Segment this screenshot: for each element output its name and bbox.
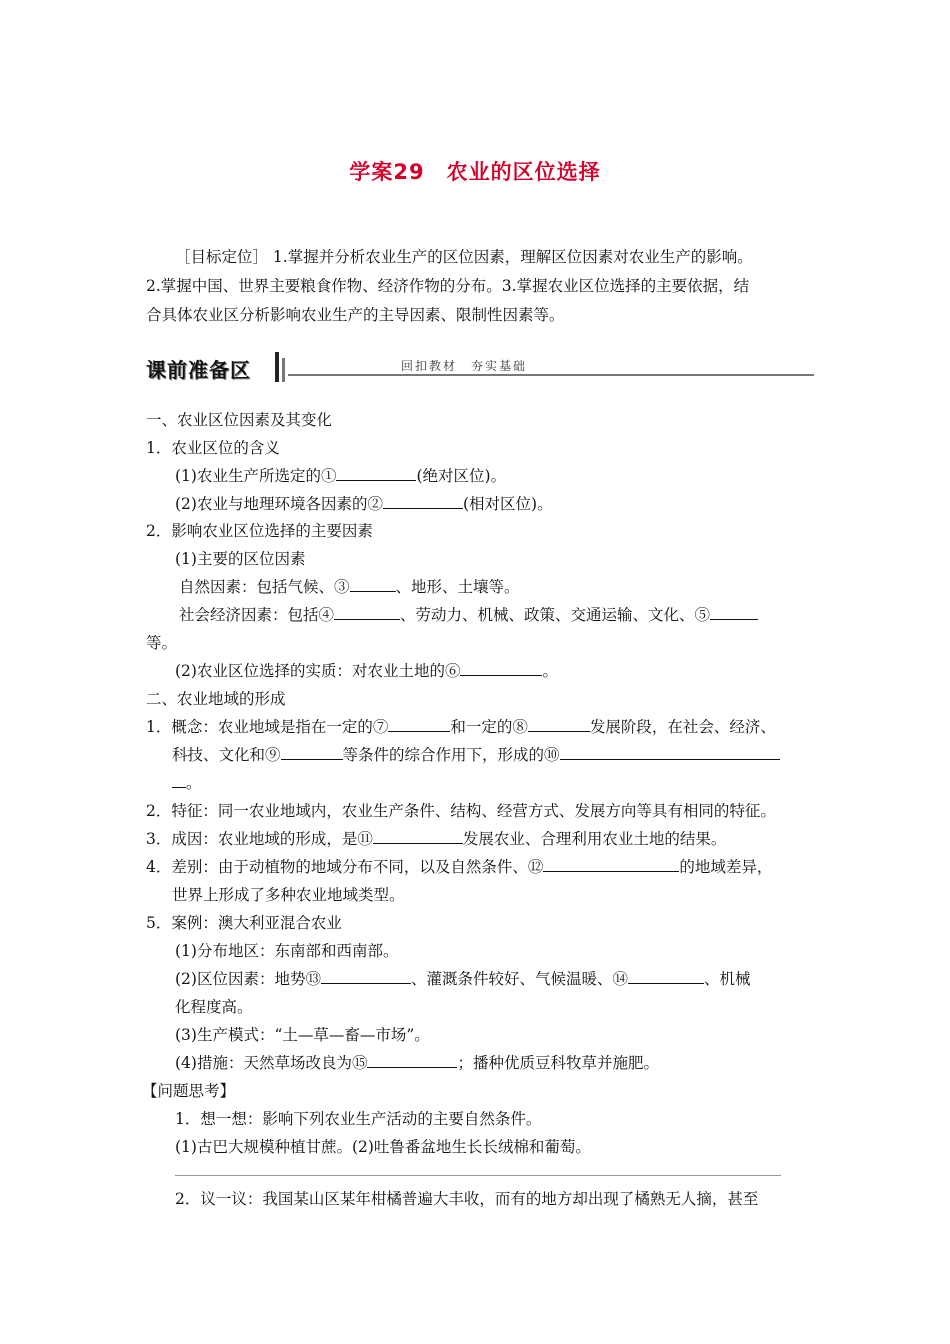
banner-bar-secondary xyxy=(282,358,285,382)
banner-subtitle: 回扣教材 夯实基础 xyxy=(401,359,528,373)
banner-tag: 课前准备区 xyxy=(146,358,251,382)
case-mode: (3)生产模式：“土—草—畜—市场”。 xyxy=(175,1026,430,1044)
item-1-2a: (1)主要的区位因素 xyxy=(175,550,306,568)
blank-6[interactable] xyxy=(460,657,542,676)
item-1-1b: (2)农业与地理环境各因素的② (相对区位)。 xyxy=(175,490,845,518)
section-banner xyxy=(146,352,814,384)
difference-line: 4．差别：由于动植物的地域分布不同，以及自然条件、⑫ 的地域差异， xyxy=(146,853,816,881)
answer-line[interactable] xyxy=(175,1175,781,1176)
banner-bar xyxy=(275,352,279,382)
social-factors: 社会经济因素：包括④ 、劳动力、机械、政策、交通运输、文化、⑤ xyxy=(179,601,849,629)
case-factors: (2)区位因素：地势⑬ 、灌溉条件较好、气候温暖、⑭ 、机械 xyxy=(175,965,845,993)
section-heading-2: 二、农业地域的形成 xyxy=(146,690,286,708)
blank-1[interactable] xyxy=(336,462,416,481)
case-distribution: (1)分布地区：东南部和西南部。 xyxy=(175,942,399,960)
question-2: 2．议一议：我国某山区某年柑橘普遍大丰收，而有的地方却出现了橘熟无人摘，甚至 xyxy=(175,1190,759,1208)
item-1-1a: (1)农业生产所选定的① (绝对区位)。 xyxy=(175,462,845,490)
blank-12[interactable] xyxy=(543,853,679,872)
title-number: 学案29 xyxy=(349,160,425,184)
page-title xyxy=(0,156,950,186)
feature-line: 2．特征：同一农业地域内，农业生产条件、结构、经营方式、发展方向等具有相同的特征。 xyxy=(146,802,776,820)
question-heading: 【问题思考】 xyxy=(142,1082,236,1100)
blank-7[interactable] xyxy=(388,713,450,732)
blank-15[interactable] xyxy=(367,1049,457,1068)
item-1-2: 2．影响农业区位选择的主要因素 xyxy=(146,522,373,540)
social-factors-end: 等。 xyxy=(146,634,178,652)
concept-line-2: 科技、文化和⑨ 等条件的综合作用下，形成的⑩ xyxy=(172,741,842,769)
blank-8[interactable] xyxy=(528,713,590,732)
concept-line-3: 。 xyxy=(172,769,842,797)
blank-3[interactable] xyxy=(350,573,396,592)
blank-11[interactable] xyxy=(373,825,463,844)
blank-9[interactable] xyxy=(281,741,343,760)
item-1-2b: (2)农业区位选择的实质：对农业土地的⑥ 。 xyxy=(175,657,845,685)
banner-rule xyxy=(288,374,814,376)
case-factors-2: 化程度高。 xyxy=(175,998,253,1016)
blank-13[interactable] xyxy=(321,965,411,984)
case-measures: (4)措施：天然草场改良为⑮ ；播种优质豆科牧草并施肥。 xyxy=(175,1049,845,1077)
difference-line-2: 世界上形成了多种农业地域类型。 xyxy=(172,886,405,904)
section-heading-1: 一、农业区位因素及其变化 xyxy=(146,411,333,429)
blank-14[interactable] xyxy=(628,965,704,984)
item-1-1: 1．农业区位的含义 xyxy=(146,439,280,457)
goals-line-3: 合具体农业区分析影响农业生产的主导因素、限制性因素等。 xyxy=(146,306,565,324)
title-text: 农业的区位选择 xyxy=(446,160,601,184)
blank-5[interactable] xyxy=(710,601,758,620)
question-1a: (1)古巴大规模种植甘蔗。(2)吐鲁番盆地生长长绒棉和葡萄。 xyxy=(175,1138,591,1156)
goals-line-2: 2.掌握中国、世界主要粮食作物、经济作物的分布。3.掌握农业区位选择的主要依据，结 xyxy=(146,277,750,295)
case-line: 5．案例：澳大利亚混合农业 xyxy=(146,914,342,932)
blank-10[interactable] xyxy=(560,741,780,760)
blank-2[interactable] xyxy=(383,490,463,509)
blank-10-cont[interactable] xyxy=(172,769,186,788)
question-1: 1．想一想：影响下列农业生产活动的主要自然条件。 xyxy=(175,1110,542,1128)
concept-line-1: 1．概念：农业地域是指在一定的⑦ 和一定的⑧ 发展阶段，在社会、经济、 xyxy=(146,713,816,741)
natural-factors: 自然因素：包括气候、③ 、地形、土壤等。 xyxy=(179,573,849,601)
cause-line: 3．成因：农业地域的形成，是⑪ 发展农业、合理利用农业土地的结果。 xyxy=(146,825,816,853)
goals-line-1: ［目标定位］ 1.掌握并分析农业生产的区位因素，理解区位因素对农业生产的影响。 xyxy=(175,248,753,266)
blank-4[interactable] xyxy=(334,601,400,620)
